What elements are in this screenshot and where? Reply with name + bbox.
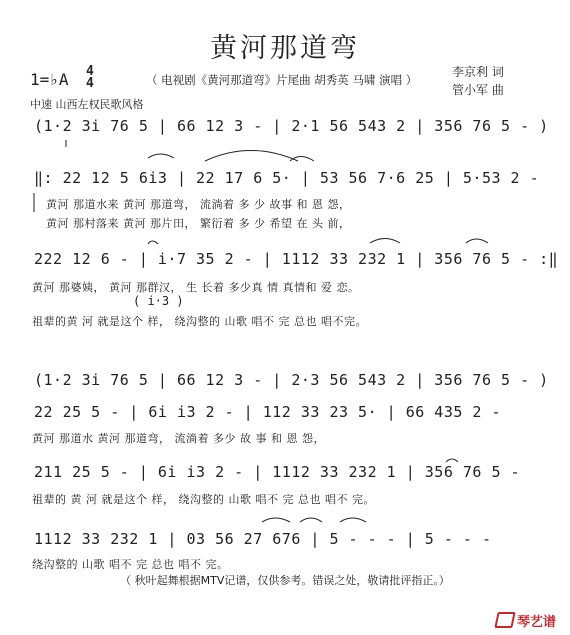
score-line-1: (1·2 3i 76 5 | 66 12 3 - | 2·1 56 543 2 | 356 76 5 - ): [34, 117, 549, 135]
slur-arc: [370, 239, 400, 244]
footer-note: （ 秋叶起舞根据MTV记谱，仅供参考。错误之处，敬请批评指正。）: [120, 574, 450, 587]
lyric-line-3-verse-1: 黄河 那婆姨， 黄河 那群汉， 生 长着 多少真 情 真情和 爱 恋。: [32, 281, 360, 294]
score-line-6: 211 25 5 - | 6i i3 2 - | 1112 33 232 1 | 356 76 5 -: [34, 463, 521, 481]
lyric-line-3-verse-2: 祖辈的黄 河 就是这个 样， 绕沟整的 山歌 唱不 完 总也 唱不完。: [32, 315, 367, 328]
brand-logo-icon: [494, 612, 515, 628]
slur-arc: [466, 239, 488, 243]
subtitle: （ 电视剧《黄河那道弯》片尾曲 胡秀英 马啸 演唱 ）: [146, 73, 418, 87]
lyric-line-5: 黄河 那道水 黄河 那道弯， 流淌着 多少 故 事 和 恩 怨，: [32, 432, 325, 445]
lyric-line-2-verse-2: 黄河 那村落来 黄河 那片田， 繁衍着 多 少 希望 在 头 前，: [46, 217, 351, 230]
lyric-line-6: 祖辈的 黄 河 就是这个 样， 绕沟整的 山歌 唱不 完 总也 唱不 完。: [32, 493, 375, 506]
slur-arc: [446, 459, 458, 462]
lyric-line-7: 绕沟整的 山歌 唱不 完 总也 唱不 完。: [32, 558, 229, 571]
tempo-marking: 中速 山西左权民歌风格: [30, 98, 144, 111]
slur-arc: [300, 518, 322, 522]
score-line-3: 222 12 6 - | i·7 35 2 - | 1112 33 232 1 | 356 76 5 - :‖: [34, 250, 559, 268]
alternate-notes: ( i·3 ): [133, 294, 184, 308]
lyricist-credit: 李京利 词: [452, 65, 504, 79]
composer-credit: 管小军 曲: [452, 83, 504, 97]
lyric-line-2-verse-1: 黄河 那道水来 黄河 那道弯， 流淌着 多 少 故事 和 恩 怨，: [46, 198, 351, 211]
meter-top: 4: [86, 64, 94, 79]
meter-bottom: 4: [86, 76, 94, 91]
slur-arc: [290, 157, 314, 162]
brand-logo: [496, 611, 556, 630]
score-line-4: (1·2 3i 76 5 | 66 12 3 - | 2·3 56 543 2 | 356 76 5 - ): [34, 371, 549, 389]
slur-arc: [262, 518, 290, 522]
slur-arc: [340, 518, 366, 522]
score-line-7: 1112 33 232 1 | 03 56 27 676 | 5 - - - | 5 - - -: [34, 530, 492, 548]
tie-arc: [205, 151, 298, 162]
slur-arc: [148, 241, 158, 244]
page-title: 黄河那道弯: [210, 33, 360, 64]
score-line-2: ‖: 22 12 5 6i3 | 22 17 6 5· | 53 56 7·6 25 | 5·53 2 -: [34, 169, 540, 187]
key-signature: 1=♭A: [30, 70, 69, 89]
brand-name: 琴艺谱: [516, 615, 556, 630]
score-line-5: 22 25 5 - | 6i i3 2 - | 112 33 23 5· | 66 435 2 -: [34, 403, 502, 421]
slur-arc: [148, 154, 174, 158]
